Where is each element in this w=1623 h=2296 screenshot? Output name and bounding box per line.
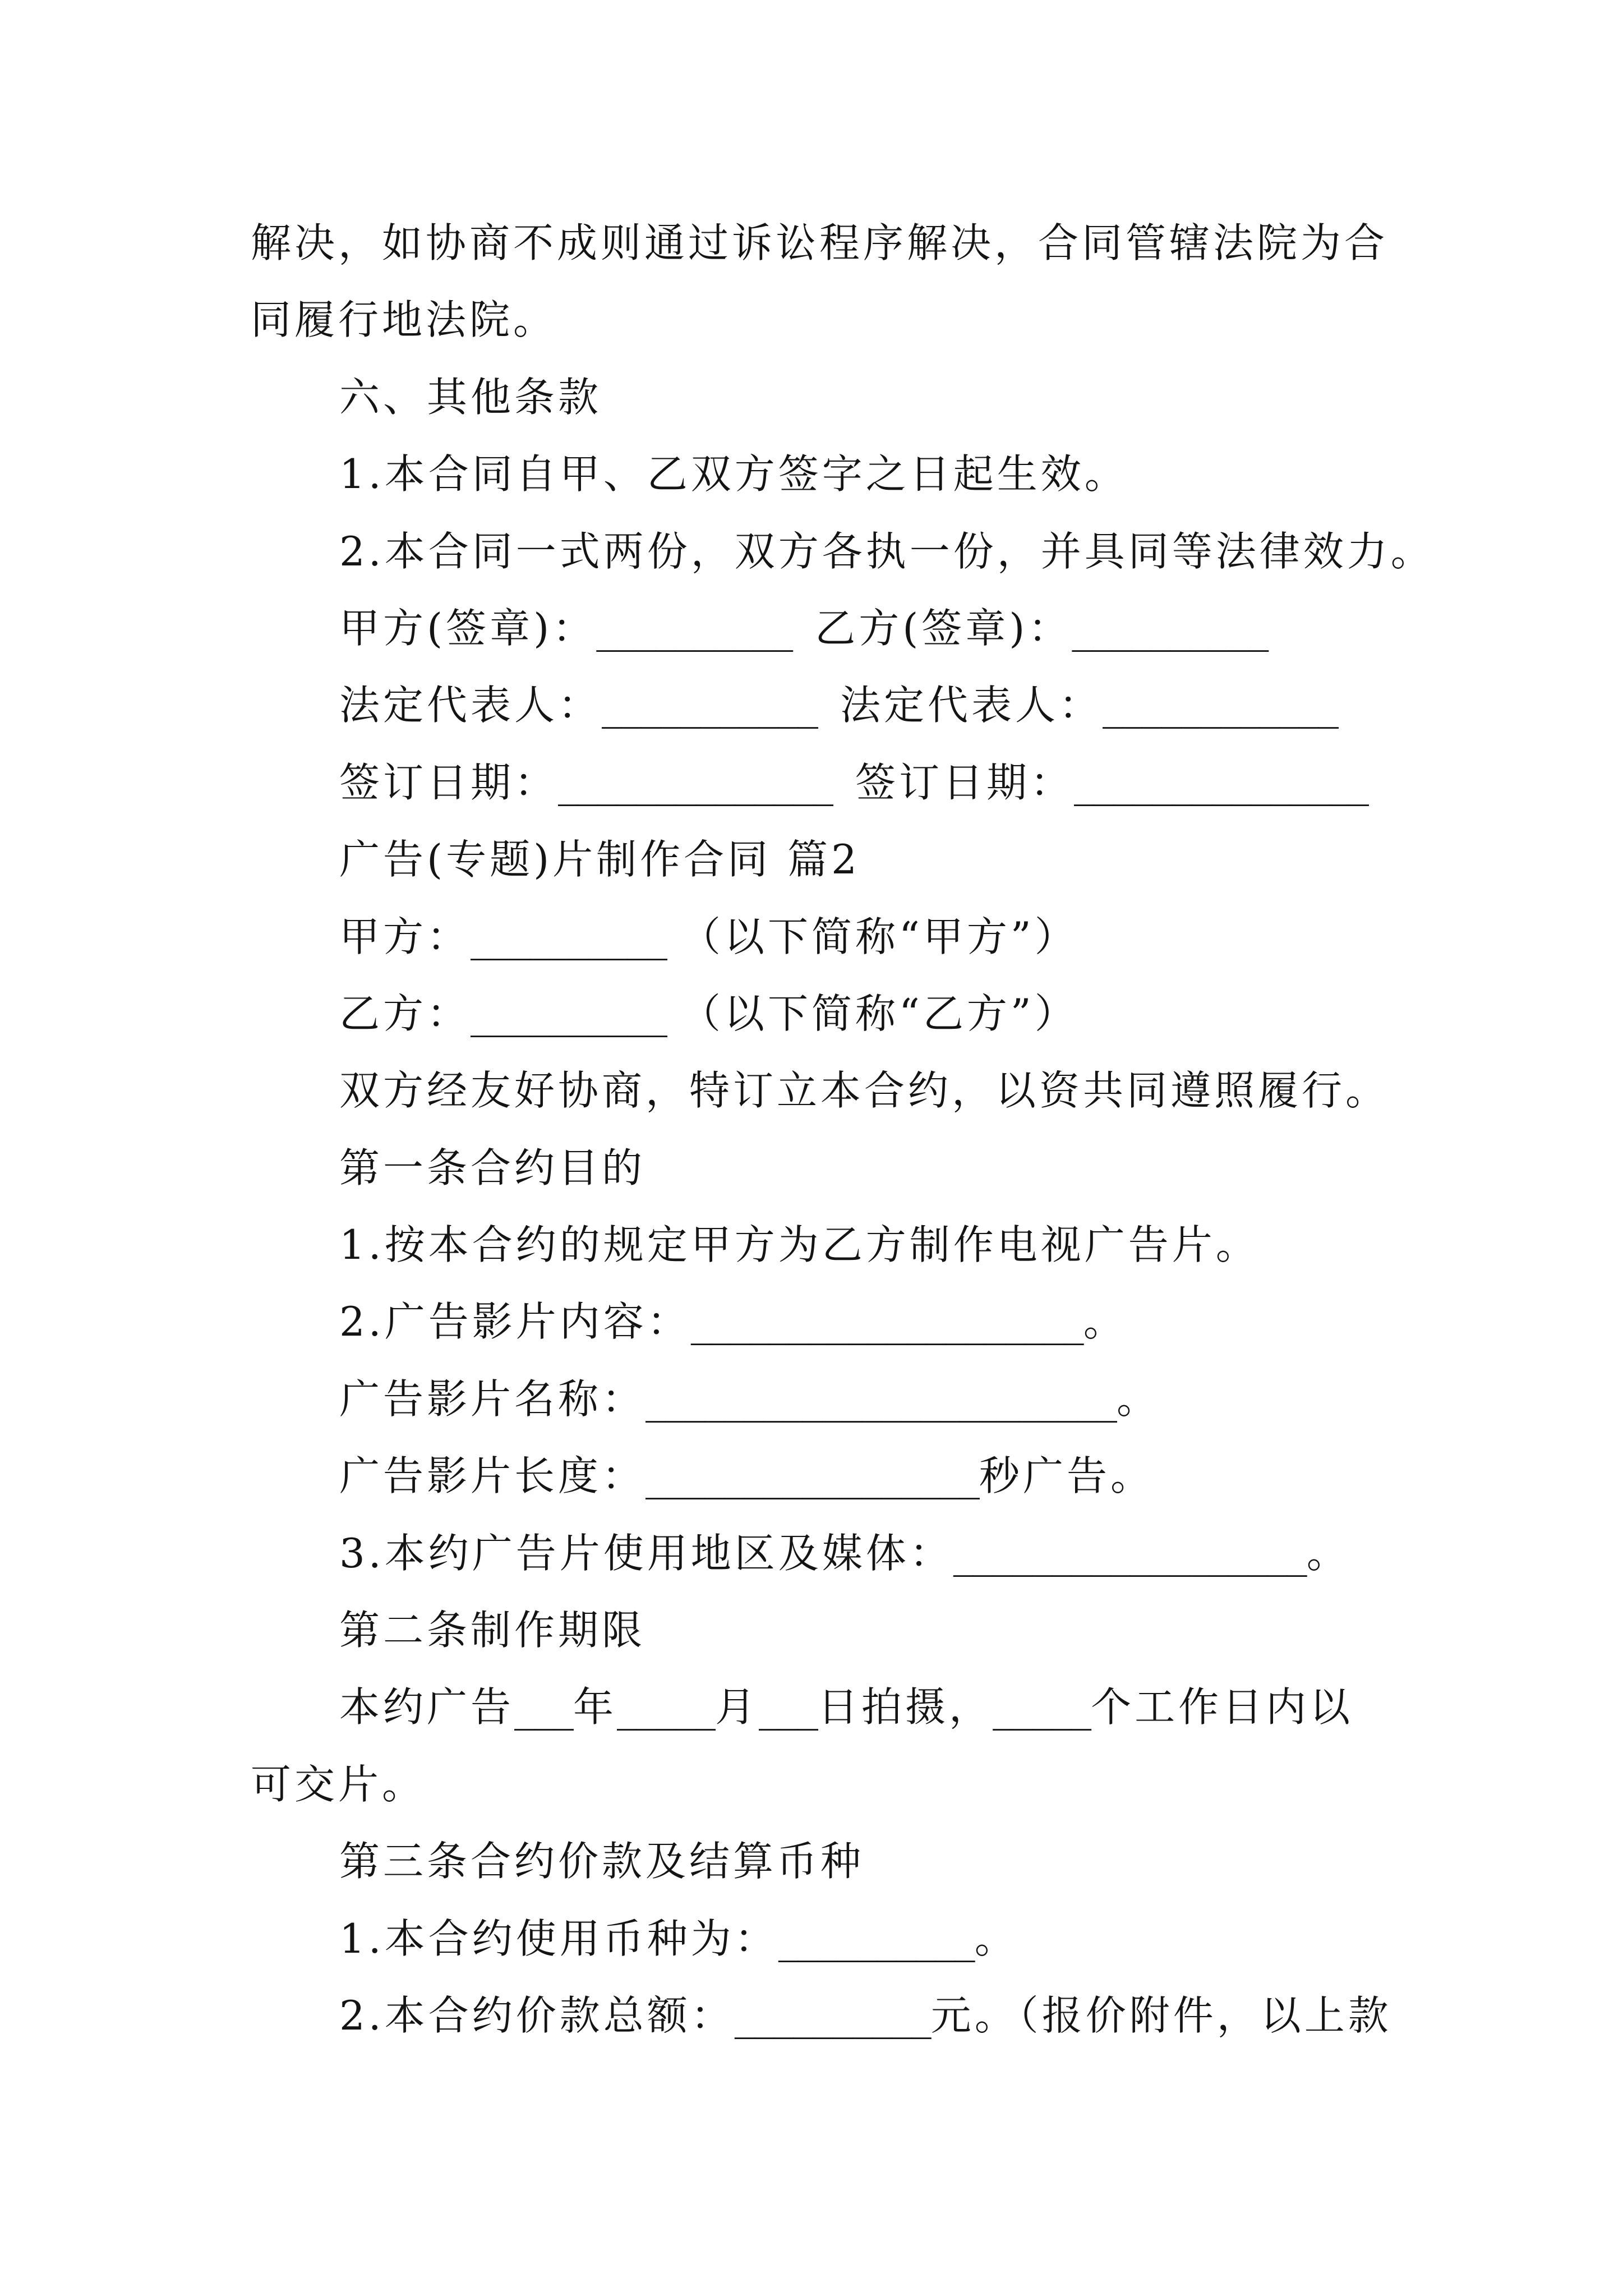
party-b-representative-blank: ____________ xyxy=(1103,682,1339,729)
party-a-seal-label: 甲方(签章)： xyxy=(339,604,597,652)
ad-region-media-blank: __________________ xyxy=(953,1529,1307,1577)
currency-label: 1.本合约使用币种为： xyxy=(339,1915,778,1962)
party-a-date-blank: ______________ xyxy=(558,758,833,806)
ad-name-line xyxy=(0,1361,1623,1438)
ad-length-unit: 秒广告。 xyxy=(979,1452,1155,1500)
total-price-label: 2.本合约价款总额： xyxy=(339,1991,735,2039)
article-heading-purpose: 第一条合约目的 xyxy=(339,1144,646,1191)
day-blank: ___ xyxy=(759,1683,818,1731)
total-price-blank: __________ xyxy=(734,1991,931,2039)
party-b-alias: （以下简称“乙方”） xyxy=(680,990,1078,1037)
ad-content-line xyxy=(0,1283,1623,1360)
contract-title: 广告(专题)片制作合同 篇2 xyxy=(339,836,860,884)
clause-item: 1.本合同自甲、乙双方签字之日起生效。 xyxy=(339,450,1128,498)
ad-content-blank: ____________________ xyxy=(690,1298,1083,1346)
total-price-line xyxy=(0,1977,1623,2054)
paragraph-continuation-line: 同履行地法院。 xyxy=(251,296,557,344)
ad-length-label: 广告影片长度： xyxy=(339,1452,646,1500)
signing-date-row xyxy=(0,744,1623,821)
party-b-name-blank: __________ xyxy=(471,990,667,1037)
party-b-seal-label: 乙方(签章)： xyxy=(815,604,1072,652)
party-b-date-blank: _______________ xyxy=(1074,758,1369,806)
legal-representative-row xyxy=(0,667,1623,744)
shooting-date-prefix: 本约广告 xyxy=(339,1683,515,1731)
paragraph-continuation-line: 解决，如协商不成则通过诉讼程序解决，合同管辖法院为合 xyxy=(251,219,1389,266)
day-label: 日拍摄， xyxy=(818,1683,993,1731)
article-heading-schedule: 第二条制作期限 xyxy=(339,1607,646,1654)
party-a-line xyxy=(0,899,1623,976)
party-a-representative-label: 法定代表人： xyxy=(339,682,602,729)
party-b-line xyxy=(0,976,1623,1052)
total-price-suffix: 元。（报价附件，以上款 xyxy=(930,1991,1392,2039)
currency-blank: __________ xyxy=(778,1915,975,1962)
preamble-text: 双方经友好协商，特订立本合约，以资共同遵照履行。 xyxy=(339,1067,1390,1115)
paragraph-continuation-line: 可交片。 xyxy=(251,1760,426,1808)
ad-region-media-line xyxy=(0,1515,1623,1592)
month-blank: _____ xyxy=(617,1683,716,1731)
party-b-seal-blank: __________ xyxy=(1072,604,1269,652)
party-a-label: 甲方： xyxy=(339,913,471,960)
ad-name-label: 广告影片名称： xyxy=(339,1375,646,1423)
ad-name-blank: ________________________ xyxy=(645,1375,1117,1423)
workdays-blank: _____ xyxy=(993,1683,1091,1731)
year-blank: ___ xyxy=(514,1683,574,1731)
year-label: 年 xyxy=(573,1683,617,1731)
party-a-representative-blank: ___________ xyxy=(602,682,818,729)
article-heading-price: 第三条合约价款及结算币种 xyxy=(339,1838,865,1885)
ad-length-blank: _________________ xyxy=(645,1452,980,1500)
clause-item: 1.按本合约的规定甲方为乙方制作电视广告片。 xyxy=(339,1221,1260,1269)
party-b-representative-label: 法定代表人： xyxy=(840,682,1103,729)
party-a-seal-blank: __________ xyxy=(596,604,793,652)
ad-content-label: 2.广告影片内容： xyxy=(339,1298,691,1346)
party-a-date-label: 签订日期： xyxy=(339,758,559,806)
party-b-label: 乙方： xyxy=(339,990,471,1037)
period-mark: 。 xyxy=(974,1915,1018,1962)
section-heading-other-terms: 六、其他条款 xyxy=(339,373,602,421)
signature-seal-row xyxy=(0,590,1623,667)
party-a-name-blank: __________ xyxy=(471,913,667,960)
party-b-date-label: 签订日期： xyxy=(855,758,1075,806)
shooting-date-line xyxy=(0,1669,1623,1746)
month-label: 月 xyxy=(715,1683,759,1731)
currency-line xyxy=(0,1901,1623,1977)
clause-item: 2.本合同一式两份，双方各执一份，并具同等法律效力。 xyxy=(339,527,1435,575)
ad-length-line xyxy=(0,1438,1623,1515)
party-a-alias: （以下简称“甲方”） xyxy=(680,913,1078,960)
ad-region-media-label: 3.本约广告片使用地区及媒体： xyxy=(339,1529,953,1577)
period-mark: 。 xyxy=(1306,1529,1350,1577)
period-mark: 。 xyxy=(1117,1375,1161,1423)
period-mark: 。 xyxy=(1083,1298,1127,1346)
workdays-suffix: 个工作日内以 xyxy=(1091,1683,1354,1731)
